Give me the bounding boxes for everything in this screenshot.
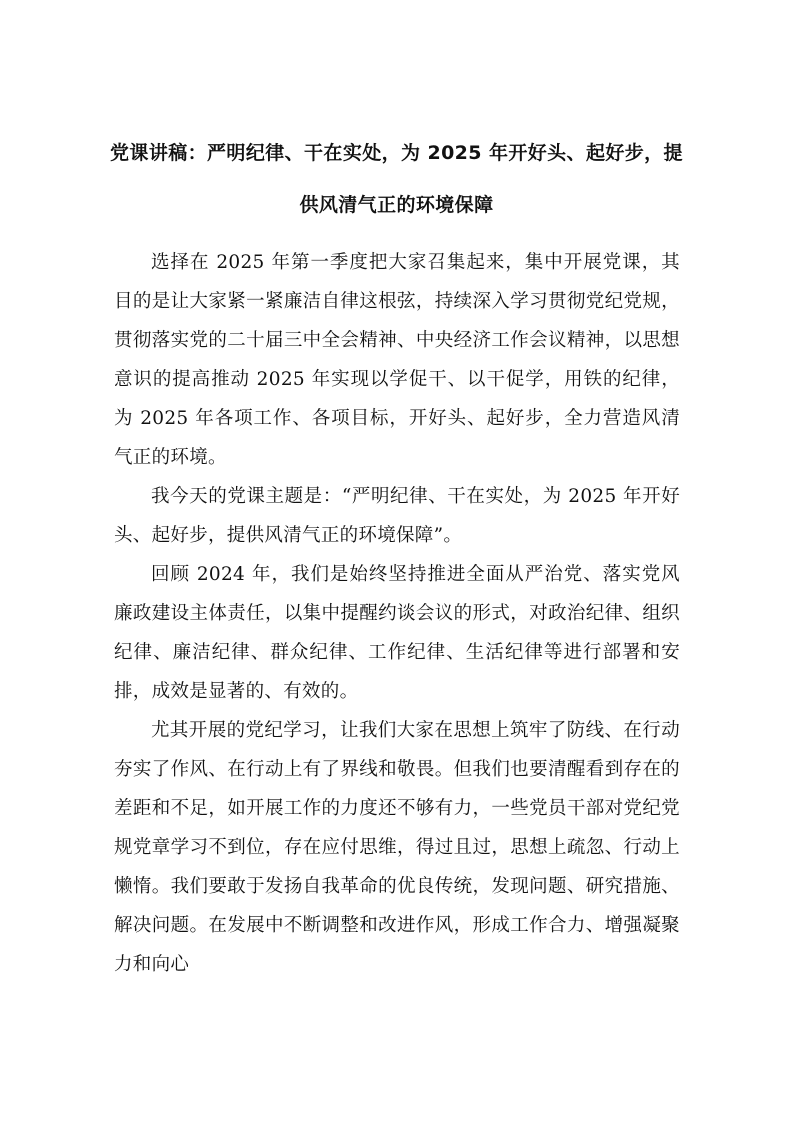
paragraph-intro: 选择在 2025 年第一季度把大家召集起来，集中开展党课，其目的是让大家紧一紧廉洁自律这根弦，持续深入学习贯彻党纪党规，贯彻落实党的二十届三中全会精神、中央经济工作会议精神，以思想意识的提高推动 2025 年实现以学促干、以干促学，用铁的纪律，为 2025 年各项工作、各项目标，开好头、起好步，全力营造风清气正的环境。 [114, 252, 680, 468]
document-body [114, 243, 680, 984]
paragraph-review-2024: 回顾 2024 年，我们是始终坚持推进全面从严治党、落实党风廉政建设主体责任，以集中提醒约谈会议的形式，对政治纪律、组织纪律、廉洁纪律、群众纪律、工作纪律、生活纪律等进行部署和安排，成效是显著的、有效的。 [114, 564, 680, 702]
document-title: 党课讲稿：严明纪律、干在实处，为 2025 年开好头、起好步，提供风清气正的环境保障 [110, 142, 683, 216]
paragraph-party-study: 尤其开展的党纪学习，让我们大家在思想上筑牢了防线、在行动夯实了作风、在行动上有了界线和敬畏。但我们也要清醒看到存在的差距和不足，如开展工作的力度还不够有力，一些党员干部对党纪党规党章学习不到位，存在应付思维，得过且过，思想上疏忽、行动上懒惰。我们要敢于发扬自我革命的优良传统，发现问题、研究措施、解决问题。在发展中不断调整和改进作风，形成工作合力、增强凝聚力和向心 [114, 720, 680, 975]
paragraph-theme: 我今天的党课主题是：“严明纪律、干在实处，为 2025 年开好头、起好步，提供风清气正的环境保障”。 [114, 486, 680, 546]
